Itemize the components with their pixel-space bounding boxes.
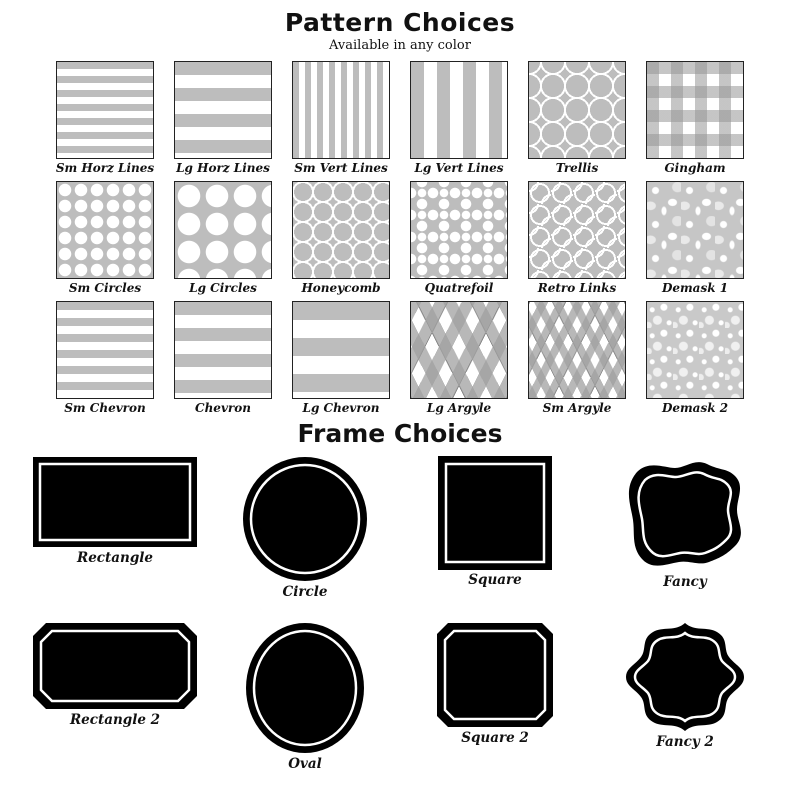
rectangle-frame-icon[interactable] (30, 454, 200, 550)
rectangle-2-frame-icon[interactable] (30, 620, 200, 712)
pattern-label: Demask 1 (661, 281, 729, 295)
frame-option-square-2[interactable] (400, 620, 590, 746)
square-2-frame-icon[interactable] (434, 620, 556, 730)
pattern-option-quatrefoil[interactable] (404, 181, 514, 295)
pattern-label: Retro Links (537, 281, 617, 295)
swatch-chevron[interactable] (174, 301, 272, 399)
pattern-label: Sm Argyle (542, 401, 612, 415)
pattern-option-lg-circles[interactable] (168, 181, 278, 295)
pattern-option-lg-chevron[interactable] (286, 301, 396, 415)
pattern-option-demask-1[interactable] (640, 181, 750, 295)
swatch-demask-1[interactable] (646, 181, 744, 279)
pattern-option-lg-vert-lines[interactable] (404, 61, 514, 175)
swatch-sm-argyle[interactable] (528, 301, 626, 399)
swatch-quatrefoil[interactable] (410, 181, 508, 279)
pattern-option-sm-vert-lines[interactable] (286, 61, 396, 175)
pattern-label: Sm Chevron (64, 401, 146, 415)
fancy-2-frame-icon[interactable] (623, 620, 747, 734)
frame-option-fancy[interactable] (590, 454, 780, 590)
swatch-sm-chevron[interactable] (56, 301, 154, 399)
frame-option-oval[interactable] (210, 620, 400, 772)
swatch-lg-chevron[interactable] (292, 301, 390, 399)
frame-row (20, 454, 780, 600)
pattern-label: Sm Circles (68, 281, 142, 295)
oval-frame-icon[interactable] (243, 620, 367, 756)
frame-label: Rectangle 2 (69, 712, 161, 728)
swatch-sm-horz-lines[interactable] (56, 61, 154, 159)
pattern-label: Gingham (664, 161, 726, 175)
frame-label: Square (468, 572, 522, 588)
pattern-option-sm-chevron[interactable] (50, 301, 160, 415)
patterns-title: Pattern Choices (284, 8, 516, 37)
pattern-label: Lg Circles (189, 281, 257, 295)
swatch-trellis[interactable] (528, 61, 626, 159)
swatch-sm-vert-lines[interactable] (292, 61, 390, 159)
pattern-option-gingham[interactable] (640, 61, 750, 175)
pattern-option-sm-argyle[interactable] (522, 301, 632, 415)
frame-label: Square 2 (461, 730, 529, 746)
frame-label: Oval (288, 756, 322, 772)
square-frame-icon[interactable] (436, 454, 554, 572)
pattern-label: Lg Argyle (426, 401, 492, 415)
swatch-sm-circles[interactable] (56, 181, 154, 279)
fancy-frame-icon[interactable] (615, 454, 755, 574)
swatch-lg-horz-lines[interactable] (174, 61, 272, 159)
frame-option-rectangle[interactable] (20, 454, 210, 566)
frame-label: Fancy (663, 574, 707, 590)
pattern-label: Honeycomb (301, 281, 381, 295)
patterns-subtitle: Available in any color (329, 38, 471, 53)
pattern-option-sm-horz-lines[interactable] (50, 61, 160, 175)
swatch-lg-circles[interactable] (174, 181, 272, 279)
swatch-honeycomb[interactable] (292, 181, 390, 279)
frame-label: Fancy 2 (656, 734, 714, 750)
pattern-option-retro-links[interactable] (522, 181, 632, 295)
pattern-label: Lg Chevron (302, 401, 380, 415)
pattern-option-chevron[interactable] (168, 301, 278, 415)
swatch-demask-2[interactable] (646, 301, 744, 399)
frame-option-square[interactable] (400, 454, 590, 588)
frame-option-rectangle-2[interactable] (20, 620, 210, 728)
pattern-label: Chevron (195, 401, 251, 415)
pattern-option-lg-horz-lines[interactable] (168, 61, 278, 175)
pattern-option-demask-2[interactable] (640, 301, 750, 415)
frame-option-fancy-2[interactable] (590, 620, 780, 750)
pattern-label: Quatrefoil (424, 281, 494, 295)
pattern-label: Lg Vert Lines (414, 161, 504, 175)
swatch-retro-links[interactable] (528, 181, 626, 279)
pattern-option-sm-circles[interactable] (50, 181, 160, 295)
pattern-grid (50, 61, 750, 415)
pattern-label: Sm Vert Lines (294, 161, 388, 175)
pattern-option-trellis[interactable] (522, 61, 632, 175)
swatch-gingham[interactable] (646, 61, 744, 159)
pattern-option-honeycomb[interactable] (286, 181, 396, 295)
pattern-label: Demask 2 (661, 401, 729, 415)
frame-option-circle[interactable] (210, 454, 400, 600)
frame-label: Circle (282, 584, 328, 600)
frame-row (20, 620, 780, 772)
circle-frame-icon[interactable] (240, 454, 370, 584)
swatch-lg-vert-lines[interactable] (410, 61, 508, 159)
pattern-option-lg-argyle[interactable] (404, 301, 514, 415)
swatch-lg-argyle[interactable] (410, 301, 508, 399)
frames-title: Frame Choices (297, 419, 503, 448)
pattern-label: Lg Horz Lines (176, 161, 270, 175)
frame-label: Rectangle (77, 550, 153, 566)
frame-grid (20, 454, 780, 772)
pattern-label: Sm Horz Lines (55, 161, 155, 175)
pattern-label: Trellis (555, 161, 599, 175)
